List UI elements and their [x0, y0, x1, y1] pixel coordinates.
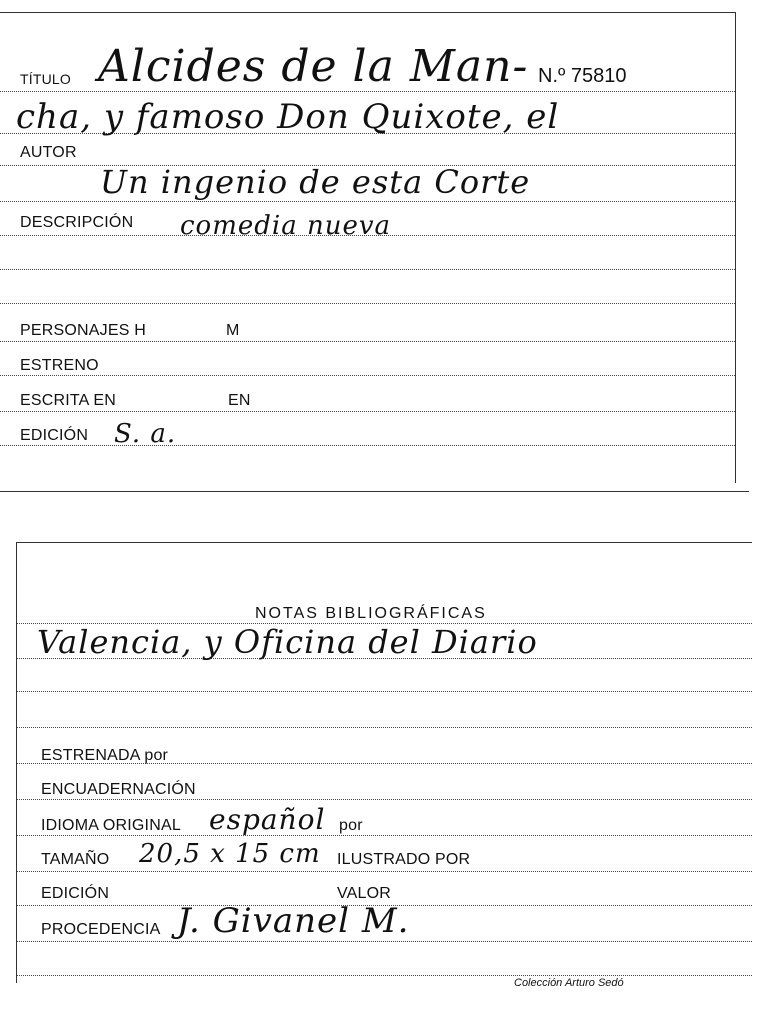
edition-value: S. a.: [114, 419, 177, 449]
rule: [17, 691, 752, 692]
notes-value: Valencia, y Oficina del Diario: [37, 623, 538, 661]
rule: [17, 835, 752, 836]
label-encuadernacion: ENCUADERNACIÓN: [41, 781, 196, 798]
card-separator: [0, 491, 749, 492]
rule: [17, 871, 752, 872]
rule: [17, 727, 752, 728]
label-titulo: TÍTULO: [20, 71, 71, 87]
description-value: comedia nueva: [180, 211, 392, 241]
tamano-value: 20,5 x 15 cm: [139, 839, 321, 869]
idioma-value: español: [209, 803, 326, 836]
label-por: por: [339, 817, 363, 834]
label-procedencia: PROCEDENCIA: [41, 921, 161, 938]
rule: [0, 201, 735, 202]
title-line-2: cha, y famoso Don Quixote, el: [16, 97, 560, 137]
rule: [0, 445, 735, 446]
title-line-1: Alcides de la Man-: [98, 41, 529, 92]
label-edicion: EDICIÓN: [20, 427, 89, 444]
label-en: EN: [228, 392, 251, 409]
collection-footer: Colección Arturo Sedó: [514, 977, 624, 989]
label-estreno: ESTRENO: [20, 357, 99, 374]
catalog-card-front: [0, 12, 736, 483]
label-autor: AUTOR: [20, 144, 77, 161]
rule: [0, 411, 735, 412]
catalog-card-back: [16, 542, 752, 983]
catalog-number: N.º 75810: [538, 65, 627, 87]
label-estrenada: ESTRENADA por: [41, 747, 169, 764]
label-tamano: TAMAÑO: [41, 851, 110, 868]
rule: [0, 341, 735, 342]
label-idioma: IDIOMA ORIGINAL: [41, 817, 181, 834]
author-value: Un ingenio de esta Corte: [100, 163, 531, 201]
rule: [17, 975, 752, 976]
rule: [0, 303, 735, 304]
label-escrita-en: ESCRITA EN: [20, 392, 116, 409]
procedencia-value: J. Givanel M.: [177, 901, 410, 941]
label-m: M: [226, 322, 240, 339]
rule: [0, 375, 735, 376]
rule: [17, 799, 752, 800]
rule: [17, 941, 752, 942]
label-ilustrado: ILUSTRADO POR: [337, 851, 471, 868]
notes-heading: NOTAS BIBLIOGRÁFICAS: [255, 605, 487, 622]
label-valor: VALOR: [337, 885, 392, 902]
label-edicion-back: EDICIÓN: [41, 885, 110, 902]
label-descripcion: DESCRIPCIÓN: [20, 214, 134, 231]
label-personajes: PERSONAJES H: [20, 322, 146, 339]
rule: [0, 269, 735, 270]
